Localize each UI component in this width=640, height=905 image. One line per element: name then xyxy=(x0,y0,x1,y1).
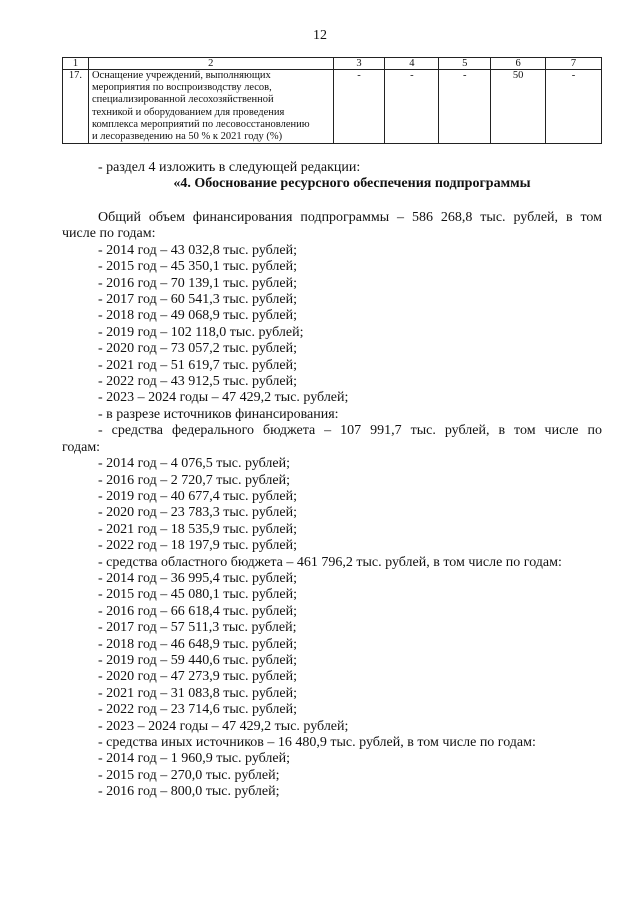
year-line-total: - 2020 год – 73 057,2 тыс. рублей; xyxy=(98,341,298,357)
year-line-regional: - 2023 – 2024 годы – 47 429,2 тыс. рублей; xyxy=(98,718,349,734)
year-line-regional: - 2014 год – 36 995,4 тыс. рублей; xyxy=(98,570,298,586)
header-cell: 6 xyxy=(491,58,546,70)
value-cell-5: - xyxy=(439,70,491,144)
header-cell: 1 xyxy=(63,58,89,70)
total-line: Общий объем финансирования подпрограммы – 586 268,8 тыс. рублей, в том xyxy=(98,210,602,225)
year-line-total: - 2016 год – 70 139,1 тыс. рублей; xyxy=(98,275,298,291)
row-description-cell xyxy=(88,70,333,144)
year-line-regional: - 2020 год – 47 273,9 тыс. рублей; xyxy=(98,669,298,685)
header-cell: 3 xyxy=(333,58,385,70)
year-line-regional: - 2019 год – 59 440,6 тыс. рублей; xyxy=(98,652,298,668)
year-line-regional: - 2016 год – 66 618,4 тыс. рублей; xyxy=(98,603,298,619)
year-line-federal: - 2020 год – 23 783,3 тыс. рублей; xyxy=(98,505,298,521)
table-row xyxy=(63,70,602,144)
year-line-total: - 2018 год – 49 068,9 тыс. рублей; xyxy=(98,308,298,324)
body-text xyxy=(62,160,602,193)
year-line-federal: - 2019 год – 40 677,4 тыс. рублей; xyxy=(98,488,298,504)
year-line-regional: - 2021 год – 31 083,8 тыс. рублей; xyxy=(98,685,298,701)
federal-line: - средства федерального бюджета – 107 991,7 тыс. рублей, в том числе по xyxy=(98,423,602,439)
indicators-table xyxy=(62,57,602,144)
value-cell-6: 50 xyxy=(491,70,546,144)
year-line-regional: - 2017 год – 57 511,3 тыс. рублей; xyxy=(98,620,297,636)
description-line: комплекса мероприятий по лесовосстановлению xyxy=(91,118,310,130)
page-number: 12 xyxy=(313,28,327,43)
header-cell: 2 xyxy=(88,58,333,70)
year-line-other: - 2015 год – 270,0 тыс. рублей; xyxy=(98,767,280,783)
year-line-total: - 2023 – 2024 годы – 47 429,2 тыс. рублей; xyxy=(98,390,349,406)
year-line-total: - 2022 год – 43 912,5 тыс. рублей; xyxy=(98,374,298,390)
year-line-total: - 2015 год – 45 350,1 тыс. рублей; xyxy=(98,259,298,275)
value-cell-4: - xyxy=(385,70,439,144)
year-line-federal: - 2014 год – 4 076,5 тыс. рублей; xyxy=(98,456,291,472)
description-line: Оснащение учреждений, выполняющих xyxy=(91,70,271,81)
header-cell: 5 xyxy=(439,58,491,70)
description-line: мероприятия по воспроизводству лесов, xyxy=(91,82,272,94)
year-line-regional: - 2018 год – 46 648,9 тыс. рублей; xyxy=(98,636,298,652)
year-line-other: - 2014 год – 1 960,9 тыс. рублей; xyxy=(98,751,291,767)
value-cell-7: - xyxy=(546,70,602,144)
year-line-total: - 2014 год – 43 032,8 тыс. рублей; xyxy=(98,242,298,258)
year-line-total: - 2017 год – 60 541,3 тыс. рублей; xyxy=(98,292,298,308)
year-line-total: - 2021 год – 51 619,7 тыс. рублей; xyxy=(98,357,298,373)
federal-line-cont: годам: xyxy=(62,439,101,455)
year-line-other: - 2016 год – 800,0 тыс. рублей; xyxy=(98,784,280,800)
year-line-regional: - 2015 год – 45 080,1 тыс. рублей; xyxy=(98,587,298,603)
year-line-federal: - 2022 год – 18 197,9 тыс. рублей; xyxy=(98,538,298,554)
year-line-total: - 2019 год – 102 118,0 тыс. рублей; xyxy=(98,324,304,340)
regional-line: - средства областного бюджета – 461 796,2 тыс. рублей, в том числе по годам: xyxy=(98,554,562,570)
header-cell: 4 xyxy=(385,58,439,70)
section-heading: «4. Обоснование ресурсного обеспечения подпрограммы xyxy=(173,176,531,192)
row-number-cell: 17. xyxy=(63,70,89,144)
description-line: техникой и оборудованием для проведения xyxy=(91,106,285,118)
header-cell: 7 xyxy=(546,58,602,70)
year-line-regional: - 2022 год – 23 714,6 тыс. рублей; xyxy=(98,702,298,718)
table-header-row xyxy=(63,58,602,70)
year-line-federal: - 2021 год – 18 535,9 тыс. рублей; xyxy=(98,521,298,537)
financing-text xyxy=(62,210,602,801)
intro-line: - раздел 4 изложить в следующей редакции: xyxy=(98,160,361,175)
description-line: и лесоразведению на 50 % к 2021 году (%) xyxy=(91,131,283,143)
sources-intro-line: - в разрезе источников финансирования: xyxy=(98,406,339,422)
total-line-cont: числе по годам: xyxy=(62,226,156,242)
value-cell-3: - xyxy=(333,70,385,144)
other-sources-line: - средства иных источников – 16 480,9 тыс. рублей, в том числе по годам: xyxy=(98,735,536,750)
year-line-federal: - 2016 год – 2 720,7 тыс. рублей; xyxy=(98,472,291,488)
description-line: специализированной лесохозяйственной xyxy=(91,94,274,106)
